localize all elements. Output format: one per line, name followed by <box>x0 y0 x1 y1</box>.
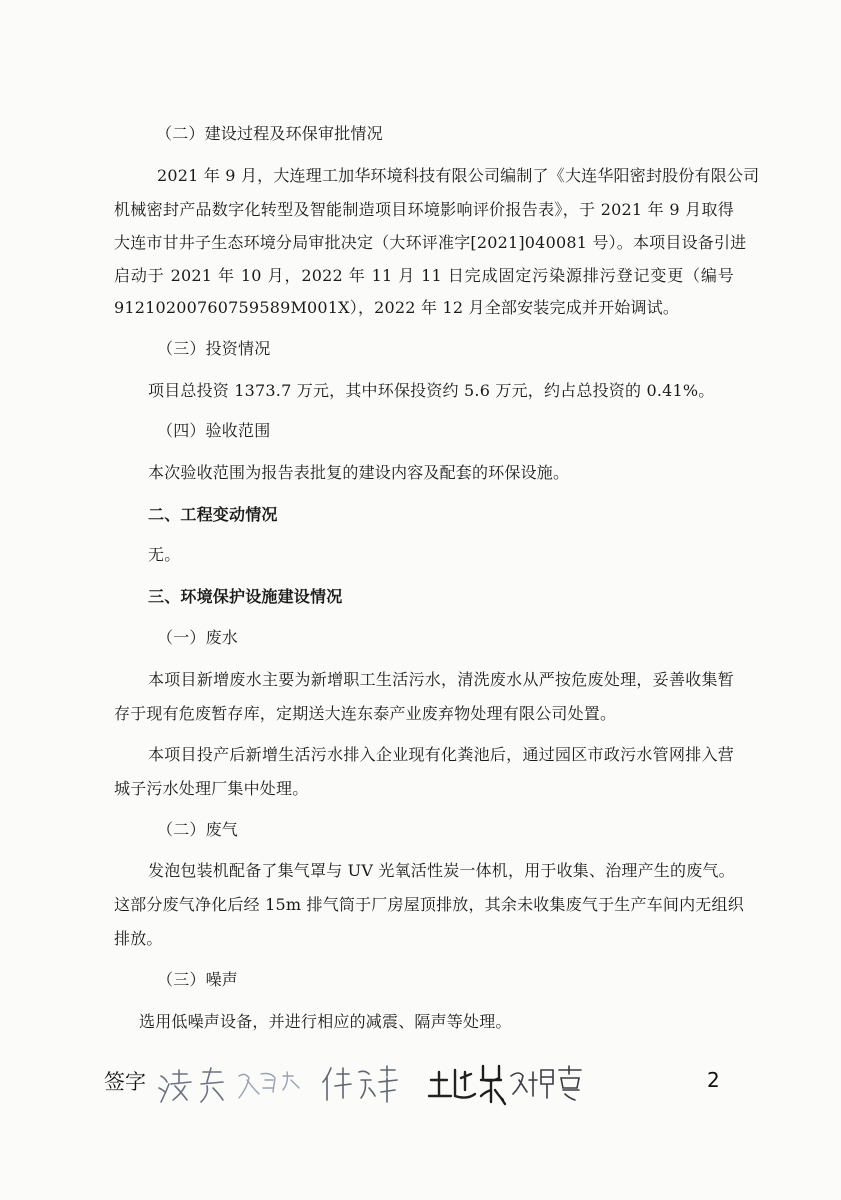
paragraph-line: 91210200760759589M001X），2022 年 12 月全部安装完成并开始调试。 <box>114 298 680 317</box>
paragraph-line: 选用低噪声设备，并进行相应的减震、隔声等处理。 <box>139 1012 512 1031</box>
section-heading-acceptance-scope: （四）验收范围 <box>157 421 271 440</box>
signature-4 <box>429 1070 475 1098</box>
signature-6 <box>511 1066 581 1100</box>
paragraph-line: 本次验收范围为报告表批复的建设内容及配套的环保设施。 <box>148 463 570 482</box>
section-heading-exhaust-gas: （二）废气 <box>157 820 239 839</box>
paragraph-line: 2021 年 9 月，大连理工加华环境科技有限公司编制了《大连华阳密封股份有限公司 <box>157 166 760 185</box>
paragraph-line: 机械密封产品数字化转型及智能制造项目环境影响评价报告表》，于 2021 年 9 月取得 <box>114 200 734 219</box>
paragraph-line: 这部分废气净化后经 15m 排气筒于厂房屋顶排放，其余未收集废气于生产车间内无组织 <box>114 895 744 914</box>
signature-5 <box>481 1066 505 1104</box>
paragraph-line: 本项目投产后新增生活污水排入企业现有化粪池后，通过园区市政污水管网排入营 <box>148 745 734 764</box>
paragraph-line: 大连市甘井子生态环境分局审批决定（大环评准字[2021]040081 号）。本项目设备引进 <box>114 233 747 252</box>
section-heading-construction-process: （二）建设过程及环保审批情况 <box>156 124 383 143</box>
paragraph-line: 排放。 <box>114 929 163 948</box>
handwritten-signatures <box>155 1050 595 1120</box>
paragraph-line: 启动于 2021 年 10 月，2022 年 11 月 11 日完成固定污染源排污登记变更（编号 <box>114 266 734 285</box>
section-heading-wastewater: （一）废水 <box>157 628 239 647</box>
signature-2 <box>239 1072 299 1098</box>
paragraph-line: 本项目新增废水主要为新增职工生活污水，清洗废水从严按危废处理，妥善收集暂 <box>148 670 734 689</box>
signature-3 <box>323 1066 397 1102</box>
page-number: 2 <box>707 1068 720 1092</box>
section-heading-engineering-changes: 二、工程变动情况 <box>148 505 278 524</box>
paragraph-line: 发泡包装机配备了集气罩与 UV 光氧活性炭一体机，用于收集、治理产生的废气。 <box>148 861 735 880</box>
paragraph-line: 城子污水处理厂集中处理。 <box>114 779 309 798</box>
signature-1 <box>159 1068 223 1102</box>
section-heading-noise: （三）噪声 <box>157 970 239 989</box>
paragraph-line: 项目总投资 1373.7 万元，其中环保投资约 5.6 万元，约占总投资的 0.41%。 <box>148 381 715 400</box>
section-heading-env-facilities: 三、环境保护设施建设情况 <box>148 587 343 606</box>
paragraph-line: 存于现有危废暂存库，定期送大连东泰产业废弃物处理有限公司处置。 <box>114 704 617 723</box>
paragraph-line: 无。 <box>148 545 181 564</box>
signature-label: 签字 <box>104 1070 146 1094</box>
section-heading-investment: （三）投资情况 <box>157 339 271 358</box>
